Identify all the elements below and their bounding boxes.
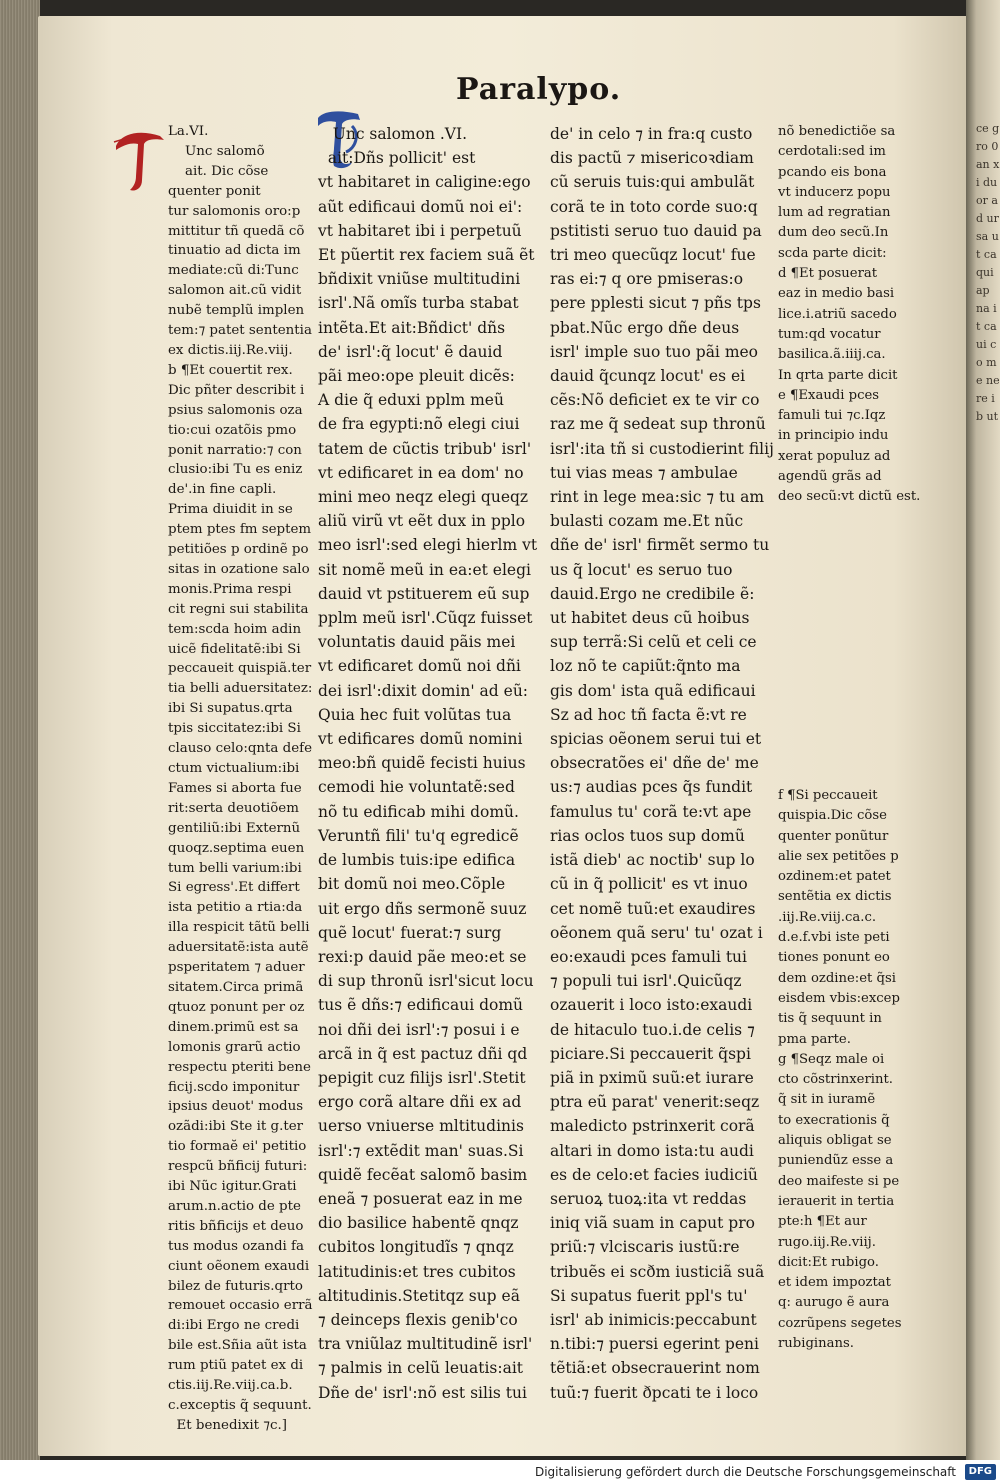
page-edges bbox=[0, 0, 40, 1484]
footer-credit: Digitalisierung gefördert durch die Deutsche Forschungsgemeinschaft bbox=[0, 1460, 1000, 1484]
main-text-column-2: de' in celo ⁊ in fra:q custo dis pactũ ⁊ misericoꝛdiam cũ seruis tuis:qui ambulãt corã te in toto corde suo:q pstitisti seruo tuo dauid pa tri meo quecũqz locut' fue ras ei:⁊ q ore pmiseras:o pere pplesti sicut ⁊ pñs tps pbat.Nũc ergo dñe deus isrl' imple suo tuo pãi meo dauid q̃cunqz locut' es ei cẽs:Nõ deficiet ex te vir co raz me q̃ sedeat sup thronũ isrl':ita tñ si custodierint filij tui vias meas ⁊ ambulae rint in lege mea:sic ⁊ tu am bulasti cozam me.Et nũc dñe de' isrl' firmẽt sermo tu us q̃ locut' es seruo tuo dauid.Ergo ne credibile ẽ: ut habitet deus cũ hoibus sup terrã:Si celũ et celi ce loz nõ te capiũt:q̃nto ma gis dom' ista quã edificaui Sz ad hoc tñ facta ẽ:vt re spicias oẽonem serui tui et obsecratões ei' dñe de' me us:⁊ audias pces q̃s fundit famulus tu' corã te:vt ape rias oclos tuos sup domũ istã dieb' ac noctib' sup lo cũ in q̃ pollicit' es vt inuo cet nomẽ tuũ:et exaudires oẽonem quã seru' tu' ozat i eo:exaudi pces famuli tui ⁊ populi tui isrl'.Quicũqz ozauerit i loco isto:exaudi de hitaculo tuo.i.de celis ⁊ piciare.Si peccauerit q̃spi piã in pximũ suũ:et iurare ptra eũ parat' venerit:seqz maledicto pstrinxerit corã altari in domo ista:tu audi es de celo:et facies iudiciũ seruoꝝ tuoꝝ:ita vt reddas iniq viã suam in caput pro priũ:⁊ vlciscaris iustũ:re tribuẽs ei scðm iusticiã suã Si supatus fuerit ppl's tu' isrl' ab inimicis:peccabunt n.tibi:⁊ puersi egerint peni tẽtiã:et obsecrauerint nom tuũ:⁊ fuerit ðpcati te i loco bbox=[550, 125, 774, 1402]
commentary-column-right-bottom: f ¶Si peccaueit quispia.Dic cõse quenter ponũtur alie sex petitões p ozdinem:et patet sentẽtia ex dictis .iij.Re.viij.ca.c. d.e.f.vbi iste peti tiones ponunt eo dem ozdine:et q̃si eisdem vbis:excep tis q̃ sequunt in pma parte. g ¶Seqz male oi cto cõstrinxerint. q̃ sit in iuramẽ to execrationis q̃ aliquis obligat se puniendũz esse a deo maifeste si pe ierauerit in tertia pte:h ¶Et aur rugo.iij.Re.viij. dicit:Et rubigo. et idem impoztat q: aurugo ẽ aura cozrũpens segetes rubiginans. bbox=[778, 788, 902, 1352]
dfg-logo: DFG bbox=[965, 1464, 996, 1480]
commentary-column-right-top: nõ benedictiõe sa cerdotali:sed im pcando eis bona vt inducerz popu lum ad regratian dum deo secũ.In scda parte dicit: d ¶Et posuerat eaz in medio basi lice.i.atriũ sacedo tum:qd vocatur basilica.ã.iiij.ca. In qrta parte dicit e ¶Exaudi pces famuli tui ⁊c.Iqz in principio indu xerat populuz ad agendũ grãs ad deo secũ:vt dictũ bbox=[778, 124, 898, 505]
main-text-column-1: Unc salomon .VI. ait:Dñs pollicit' est vt habitaret in caligine:ego aũt edificaui domũ noi ei': vt habitaret ibi i perpetuũ Et pũertit rex faciem suã ẽt bñdixit vniũse multitudini isrl'.Nã omĩs turba stabat intẽta.Et ait:Bñdict' dñs de' isrl':q̃ locut' ẽ dauid pãi meo:ope pleuit dicẽs: A die q̃ eduxi pplm meũ de fra egypti:nõ elegi ciui tatem de cũctis tribub' isrl' vt edificaret in ea dom' no mini meo neqz elegi queqz aliũ virũ vt eẽt dux in pplo meo isrl':sed elegi hierlm vt sit nomẽ meũ in ea:et elegi dauid vt pstituerem eũ sup pplm meũ isrl'.Cũqz fuisset voluntatis dauid pãis mei vt edificaret domũ noi dñi dei isrl':dixit domin' ad eũ: Quia hec fuit volũtas tua vt edificares domũ nomini meo:bñ quidẽ fecisti huius cemodi hie voluntatẽ:sed nõ tu edificab mihi domũ. Veruntñ fili' tu'q egredicẽ de lumbis tuis:ipe edifica bit domũ noi meo.Cõple uit ergo dñs sermonẽ suuz quẽ locut' fuerat:⁊ surg rexi:p dauid pãe meo:et se di sup thronũ isrl'sicut locu tus ẽ dñs:⁊ edificaui domũ noi dñi dei isrl':⁊ posui i e arcã in q̃ est pactuz dñi qd pepigit cuz filijs isrl'.Stetit ergo corã altare dñi ex ad uerso vniuerse mltitudinis isrl':⁊ extẽdit man' suas.Si quidẽ fecẽat salomõ basim eneã ⁊ posuerat eaz in me dio basilice habentẽ qnqz cubitos longitudĩs ⁊ qnqz latitudinis:et tres cubitos altitudinis.Stetitqz sup eã ⁊ deinceps flexis genib'co tra vniũlaz multitudinẽ isrl' ⁊ palmis in celũ leuatis:ait Dñe de' isrl':nõ est silis tui bbox=[318, 125, 538, 1402]
facing-page-marks: ce gro 0 an xi du or ad ur sa ut ca qui ap na it ca ui co me ne re ib ut bbox=[976, 122, 1000, 423]
running-head: Paralypo. bbox=[456, 72, 622, 107]
red-initial-t-icon bbox=[112, 128, 170, 194]
commentary-column-left: La.VI. Unc salomõ ait. Dic cõse quenter ponit tur salomonis oro:p mittitur tñ quedã cõ tinuatio ad dicta im mediate:cũ di:Tunc salomon ait.cũ vidit nubẽ templũ implen tem:⁊ patet sententia ex dictis.iij.Re.viij. b ¶Et couertit rex. Dic pñter describit i psius salomonis oza tio:cui ozatõis pmo ponit narratio:⁊ con clusio:ibi Tu es eniz de'.in fine capli. Prima diuidit in se ptem ptes fm septem petitiões p ordinẽ po sitas in ozatione salo monis.Prima respi cit regni sui stabilita tem:scda hoim adin uicẽ fidelitatẽ:ibi Si peccaueit quispiã.ter tia belli aduersitatez: ibi Si supatus.qrta tpis siccitatez:ibi Si clauso celo:qnta defe ctum victualium:ibi Fames si aborta fue rit:serta deuotiõem gentiliũ:ibi Externũ quoqz.septima euen tum belli varium:ibi Si egress'.Et differt ista petitio a rtia:da illa respicit tãtũ belli aduersitatẽ:ista autẽ psperitatem ⁊ aduer sitatem.Circa primã qtuoz ponunt per oz dinem.primũ est sa lomonis grarũ actio respectu pteriti bene ficij.scdo imponitur ipsius deuot' modus ozãdi:ibi Ste it g.ter tio formaĕ ei' petitio respcũ bñficij futuri: ibi Nũc igitur.Grati arum.n.actio de pte ritis bñficijs et deuo tus modus ozandi fa ciunt oẽonem exaudi bilez de futuris.qrto remouet occasio errã di:ibi Ergo ne credi bile est.Sñia aũt ista rum ptiũ patet ex di ctis.iij.Re.viij.ca.b. c.exceptis q̃ sequunt. Et benedixit ⁊c.] bbox=[168, 124, 313, 1433]
